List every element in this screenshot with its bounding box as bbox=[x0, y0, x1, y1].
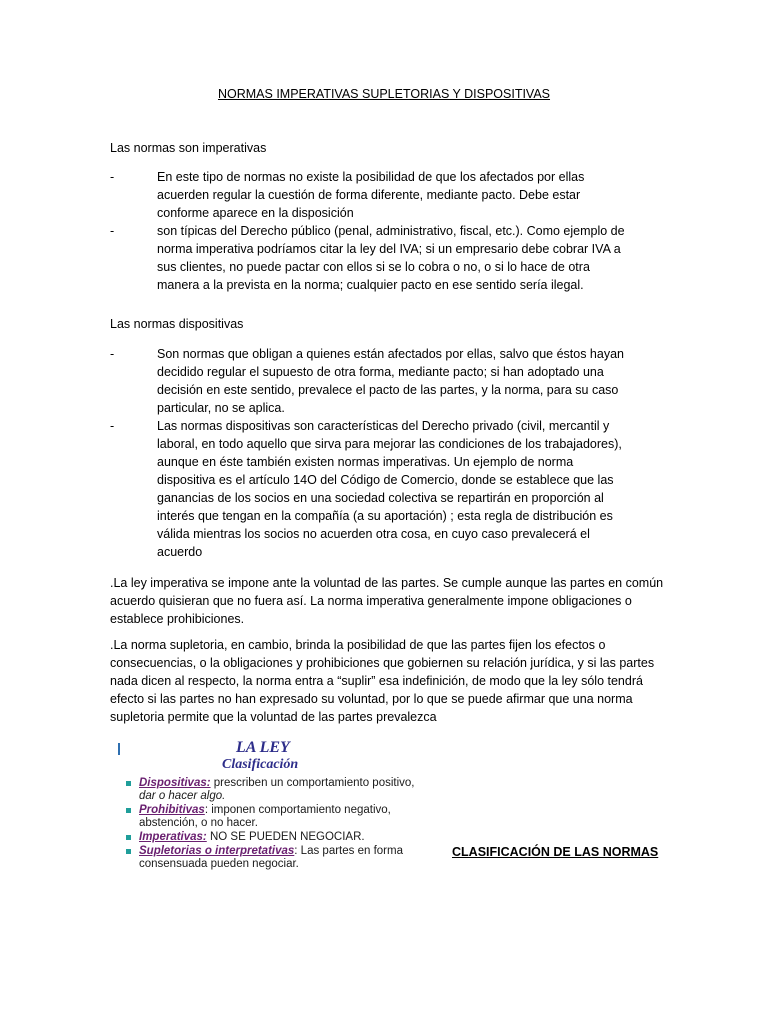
ley-clasificacion-image bbox=[118, 737, 423, 887]
ley-subtitle: Clasificación bbox=[222, 757, 299, 772]
imperativas-list bbox=[110, 168, 630, 294]
paragraph-ley-imperativa: .La ley imperativa se impone ante la voluntad de las partes. Se cumple aunque las partes en común acuerdo quisieran que no fuera así. La norma imperativa generalmente impone obligaciones o establece prohibiciones. bbox=[110, 576, 664, 626]
list-item: - son típicas del Derecho público (penal, administrativo, fiscal, etc.). Como ejemplo de norma imperativa podríamos citar la ley del IVA; si un empresario debe cobrar IVA a sus clientes, no puede pactar con ellos si se lo cobra o no, o si lo hace de otra manera a la prevista en la norma; cualquier pacto en ese sentido sería ilegal. bbox=[110, 224, 625, 292]
ley-title: LA LEY bbox=[236, 739, 290, 756]
square-bullet-icon bbox=[126, 849, 131, 854]
square-bullet-icon bbox=[126, 808, 131, 813]
section-heading-dispositivas: Las normas dispositivas bbox=[110, 317, 244, 331]
list-item: - Las normas dispositivas son características del Derecho privado (civil, mercantil y laboral, en todo aquello que sirva para mejorar las condiciones de los trabajadores), aunque en éste también existen normas imperativas. Un ejemplo de norma dispositiva es el artículo 14O del Código de Comercio, donde se establece que las ganancias de los socios en una sociedad colectiva se repartirán en proporción al interés que tengan en la compañía (a su aportación) ; esta regla de distribución es válida mientras los socios no acuerden otra cosa, en cuyo caso prevalecerá el acuerdo bbox=[110, 419, 622, 559]
slide-marker bbox=[118, 743, 120, 755]
ley-item-dispositivas: Dispositivas: prescriben un comportamiento positivo, dar o hacer algo. bbox=[124, 777, 424, 803]
document-title: NORMAS IMPERATIVAS SUPLETORIAS Y DISPOSITIVAS bbox=[217, 87, 551, 101]
dispositivas-list bbox=[110, 345, 630, 561]
dash-bullet-icon: - bbox=[110, 224, 115, 238]
section-heading-imperativas: Las normas son imperativas bbox=[110, 141, 267, 155]
dash-bullet-icon: - bbox=[110, 347, 115, 361]
paragraph-norma-supletoria: .La norma supletoria, en cambio, brinda la posibilidad de que las partes fijen los efectos o consecuencias, o la obligaciones y prohibiciones que gobiernen su relación jurídica, y si las partes nada dicen al respecto, la norma entra a “suplir” esa indefinición, de modo que la ley sólo tendrá efecto si las partes no han expresado su voluntad, por lo que se puede afirmar que una norma supletoria permite que la voluntad de las partes prevalezca bbox=[110, 638, 655, 724]
square-bullet-icon bbox=[126, 781, 131, 786]
dash-bullet-icon: - bbox=[110, 170, 115, 184]
ley-item-imperativas: Imperativas: NO SE PUEDEN NEGOCIAR. bbox=[124, 831, 424, 844]
ley-list bbox=[124, 777, 424, 872]
clasificacion-caption: CLASIFICACIÓN DE LAS NORMAS bbox=[452, 845, 659, 859]
ley-item-prohibitivas: Prohibitivas: imponen comportamiento negativo, abstención, o no hacer. bbox=[124, 804, 424, 830]
list-item: - Son normas que obligan a quienes están afectados por ellas, salvo que éstos hayan decidido regular el supuesto de otra forma, mediante pacto; si han adoptado una decisión en este sentido, prevalece el pacto de las partes, y la norma, para su caso particular, no se aplica. bbox=[110, 347, 624, 415]
list-item: - En este tipo de normas no existe la posibilidad de que los afectados por ellas acuerden regular la cuestión de forma diferente, mediante pacto. Debe estar conforme aparece en la disposición bbox=[110, 170, 585, 220]
ley-item-supletorias: Supletorias o interpretativas: Las partes en forma consensuada pueden negociar. bbox=[124, 845, 424, 871]
dash-bullet-icon: - bbox=[110, 419, 115, 433]
square-bullet-icon bbox=[126, 835, 131, 840]
